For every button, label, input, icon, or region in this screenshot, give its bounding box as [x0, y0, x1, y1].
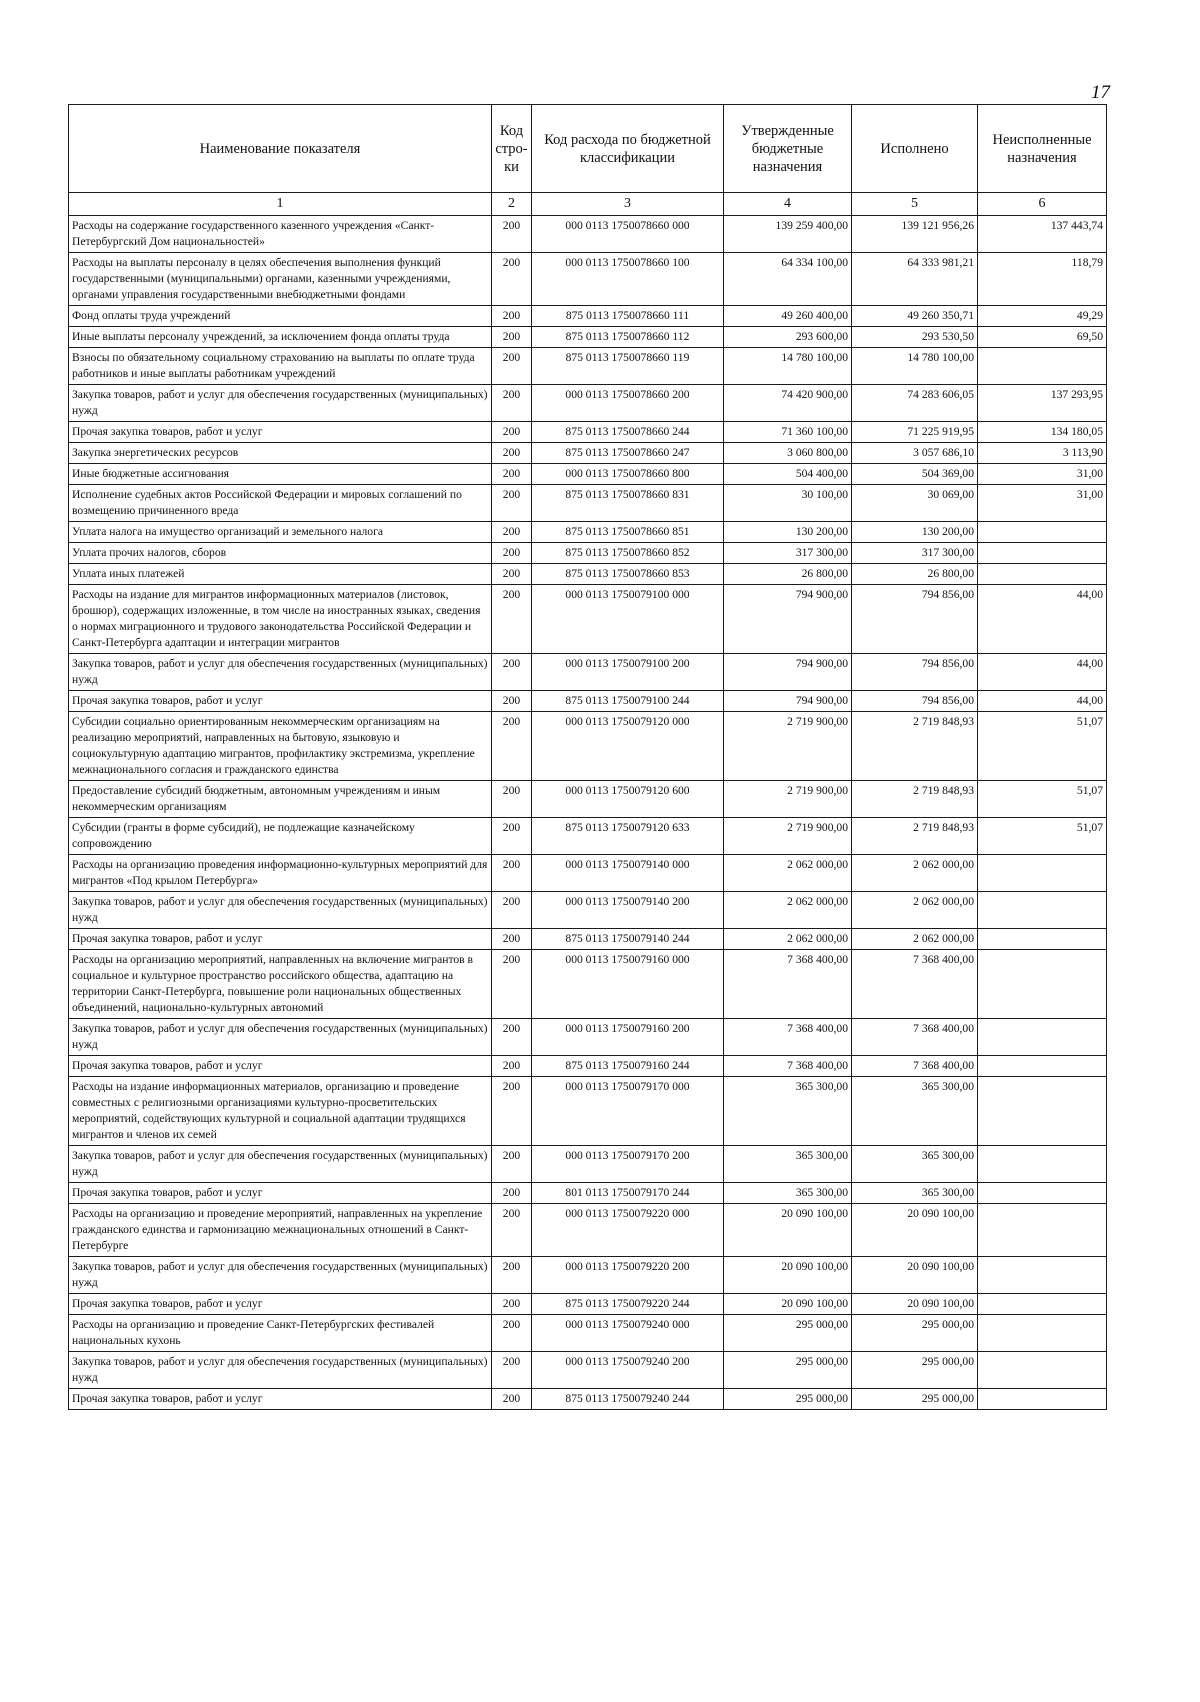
- table-row: [69, 385, 1107, 422]
- row-approved: 3 060 800,00: [724, 443, 852, 464]
- row-approved: 20 090 100,00: [724, 1294, 852, 1315]
- row-expense-code: 000 0113 1750079140 000: [532, 855, 724, 892]
- row-name: Фонд оплаты труда учреждений: [69, 306, 492, 327]
- column-numbers-row: [69, 193, 1107, 216]
- row-expense-code: 000 0113 1750078660 000: [532, 216, 724, 253]
- row-unexecuted: [978, 1183, 1107, 1204]
- row-executed: 794 856,00: [852, 654, 978, 691]
- row-approved: 20 090 100,00: [724, 1204, 852, 1257]
- row-line-code: 200: [492, 818, 532, 855]
- row-name: Прочая закупка товаров, работ и услуг: [69, 1183, 492, 1204]
- row-expense-code: 875 0113 1750078660 853: [532, 564, 724, 585]
- row-expense-code: 875 0113 1750079140 244: [532, 929, 724, 950]
- row-executed: 295 000,00: [852, 1352, 978, 1389]
- table-row: [69, 1352, 1107, 1389]
- row-line-code: 200: [492, 654, 532, 691]
- row-unexecuted: [978, 892, 1107, 929]
- row-name: Расходы на издание информационных материалов, организацию и проведение совместных с религиозными организациями культурно-просветительских мероприятий, содействующих культурной и социальной адаптации трудящихся мигрантов и членов их семей: [69, 1077, 492, 1146]
- row-line-code: 200: [492, 1389, 532, 1410]
- table-row: [69, 691, 1107, 712]
- row-unexecuted: [978, 1204, 1107, 1257]
- row-line-code: 200: [492, 1294, 532, 1315]
- row-expense-code: 875 0113 1750078660 831: [532, 485, 724, 522]
- row-name: Предоставление субсидий бюджетным, автономным учреждениям и иным некоммерческим организациям: [69, 781, 492, 818]
- table-row: [69, 443, 1107, 464]
- row-unexecuted: [978, 522, 1107, 543]
- row-executed: 130 200,00: [852, 522, 978, 543]
- table-row: [69, 855, 1107, 892]
- row-executed: 2 719 848,93: [852, 781, 978, 818]
- row-unexecuted: [978, 1352, 1107, 1389]
- table-row: [69, 1204, 1107, 1257]
- row-line-code: 200: [492, 443, 532, 464]
- row-approved: 7 368 400,00: [724, 950, 852, 1019]
- row-approved: 139 259 400,00: [724, 216, 852, 253]
- row-line-code: 200: [492, 327, 532, 348]
- row-approved: 317 300,00: [724, 543, 852, 564]
- row-executed: 2 062 000,00: [852, 929, 978, 950]
- row-line-code: 200: [492, 543, 532, 564]
- row-line-code: 200: [492, 1019, 532, 1056]
- row-expense-code: 000 0113 1750079220 200: [532, 1257, 724, 1294]
- row-approved: 49 260 400,00: [724, 306, 852, 327]
- table-row: [69, 781, 1107, 818]
- row-line-code: 200: [492, 464, 532, 485]
- row-name: Иные бюджетные ассигнования: [69, 464, 492, 485]
- row-unexecuted: 44,00: [978, 585, 1107, 654]
- row-executed: 3 057 686,10: [852, 443, 978, 464]
- row-executed: 2 719 848,93: [852, 712, 978, 781]
- table-row: [69, 950, 1107, 1019]
- row-unexecuted: [978, 1019, 1107, 1056]
- row-approved: 2 062 000,00: [724, 855, 852, 892]
- table-row: [69, 253, 1107, 306]
- row-executed: 365 300,00: [852, 1146, 978, 1183]
- row-unexecuted: 44,00: [978, 654, 1107, 691]
- row-executed: 74 283 606,05: [852, 385, 978, 422]
- table-row: [69, 1257, 1107, 1294]
- row-expense-code: 875 0113 1750079220 244: [532, 1294, 724, 1315]
- row-name: Взносы по обязательному социальному страхованию на выплаты по оплате труда работников и иные выплаты работникам учреждений: [69, 348, 492, 385]
- row-line-code: 200: [492, 691, 532, 712]
- row-approved: 7 368 400,00: [724, 1019, 852, 1056]
- row-unexecuted: [978, 348, 1107, 385]
- row-unexecuted: [978, 1077, 1107, 1146]
- row-executed: 30 069,00: [852, 485, 978, 522]
- row-name: Расходы на организацию и проведение Санкт-Петербургских фестивалей национальных кухонь: [69, 1315, 492, 1352]
- row-approved: 365 300,00: [724, 1183, 852, 1204]
- row-name: Расходы на организацию и проведение мероприятий, направленных на укрепление гражданского единства и гармонизацию межнациональных отношений в Санкт-Петербурге: [69, 1204, 492, 1257]
- row-expense-code: 875 0113 1750079120 633: [532, 818, 724, 855]
- row-executed: 365 300,00: [852, 1077, 978, 1146]
- table-row: [69, 892, 1107, 929]
- table-row: [69, 564, 1107, 585]
- row-name: Уплата налога на имущество организаций и земельного налога: [69, 522, 492, 543]
- row-executed: 317 300,00: [852, 543, 978, 564]
- column-number: 6: [978, 193, 1107, 216]
- row-name: Закупка товаров, работ и услуг для обеспечения государственных (муниципальных) нужд: [69, 654, 492, 691]
- row-expense-code: 875 0113 1750078660 851: [532, 522, 724, 543]
- table-header: [69, 105, 1107, 216]
- row-executed: 2 062 000,00: [852, 855, 978, 892]
- row-approved: 14 780 100,00: [724, 348, 852, 385]
- row-name: Уплата иных платежей: [69, 564, 492, 585]
- row-expense-code: 000 0113 1750079160 000: [532, 950, 724, 1019]
- table-row: [69, 1183, 1107, 1204]
- row-executed: 26 800,00: [852, 564, 978, 585]
- table-row: [69, 348, 1107, 385]
- row-executed: 7 368 400,00: [852, 950, 978, 1019]
- row-unexecuted: [978, 855, 1107, 892]
- row-unexecuted: 137 443,74: [978, 216, 1107, 253]
- header-approved: Утвержденные бюджетные назначения: [724, 105, 852, 193]
- row-expense-code: 875 0113 1750079160 244: [532, 1056, 724, 1077]
- table-row: [69, 1056, 1107, 1077]
- row-expense-code: 875 0113 1750078660 247: [532, 443, 724, 464]
- row-line-code: 200: [492, 1146, 532, 1183]
- row-executed: 20 090 100,00: [852, 1204, 978, 1257]
- row-executed: 794 856,00: [852, 585, 978, 654]
- row-executed: 295 000,00: [852, 1389, 978, 1410]
- row-expense-code: 000 0113 1750079220 000: [532, 1204, 724, 1257]
- table-body: [69, 216, 1107, 1410]
- row-approved: 130 200,00: [724, 522, 852, 543]
- row-line-code: 200: [492, 929, 532, 950]
- row-unexecuted: [978, 1146, 1107, 1183]
- row-name: Прочая закупка товаров, работ и услуг: [69, 1294, 492, 1315]
- row-unexecuted: 31,00: [978, 464, 1107, 485]
- row-line-code: 200: [492, 385, 532, 422]
- table-row: [69, 1077, 1107, 1146]
- row-approved: 71 360 100,00: [724, 422, 852, 443]
- column-number: 2: [492, 193, 532, 216]
- row-approved: 30 100,00: [724, 485, 852, 522]
- row-executed: 49 260 350,71: [852, 306, 978, 327]
- header-executed: Исполнено: [852, 105, 978, 193]
- row-unexecuted: 137 293,95: [978, 385, 1107, 422]
- row-expense-code: 801 0113 1750079170 244: [532, 1183, 724, 1204]
- row-approved: 7 368 400,00: [724, 1056, 852, 1077]
- row-name: Расходы на организацию мероприятий, направленных на включение мигрантов в социальное и культурное пространство российского общества, адаптацию на территории Санкт-Петербурга, повышение роли национальных общественных объединений, национально-культурных автономий: [69, 950, 492, 1019]
- row-line-code: 200: [492, 1204, 532, 1257]
- expenditure-table: [68, 104, 1107, 1410]
- row-unexecuted: [978, 1315, 1107, 1352]
- row-approved: 74 420 900,00: [724, 385, 852, 422]
- page-number: 17: [1091, 82, 1110, 103]
- row-unexecuted: [978, 1294, 1107, 1315]
- row-unexecuted: 51,07: [978, 712, 1107, 781]
- column-number: 3: [532, 193, 724, 216]
- row-executed: 14 780 100,00: [852, 348, 978, 385]
- row-approved: 794 900,00: [724, 654, 852, 691]
- row-name: Иные выплаты персоналу учреждений, за исключением фонда оплаты труда: [69, 327, 492, 348]
- table-row: [69, 654, 1107, 691]
- row-line-code: 200: [492, 306, 532, 327]
- row-name: Расходы на организацию проведения информационно-культурных мероприятий для мигрантов «Под крылом Петербурга»: [69, 855, 492, 892]
- table-row: [69, 712, 1107, 781]
- row-line-code: 200: [492, 855, 532, 892]
- row-name: Закупка товаров, работ и услуг для обеспечения государственных (муниципальных) нужд: [69, 1257, 492, 1294]
- row-name: Расходы на издание для мигрантов информационных материалов (листовок, брошюр), содержащих изложенные, в том числе на иностранных языках, сведения о нормах миграционного и трудового законодательства Российской Федерации и Санкт-Петербурга адаптации и интеграции мигрантов: [69, 585, 492, 654]
- row-expense-code: 875 0113 1750078660 119: [532, 348, 724, 385]
- row-line-code: 200: [492, 216, 532, 253]
- row-line-code: 200: [492, 1257, 532, 1294]
- row-name: Закупка товаров, работ и услуг для обеспечения государственных (муниципальных) нужд: [69, 892, 492, 929]
- row-name: Прочая закупка товаров, работ и услуг: [69, 422, 492, 443]
- row-name: Расходы на выплаты персоналу в целях обеспечения выполнения функций государственными (муниципальными) органами, казенными учреждениями, органами управления государственными внебюджетными фондами: [69, 253, 492, 306]
- row-line-code: 200: [492, 485, 532, 522]
- row-name: Прочая закупка товаров, работ и услуг: [69, 929, 492, 950]
- row-expense-code: 000 0113 1750079100 000: [532, 585, 724, 654]
- header-line-code: Код стро-ки: [492, 105, 532, 193]
- row-approved: 64 334 100,00: [724, 253, 852, 306]
- table-row: [69, 216, 1107, 253]
- row-line-code: 200: [492, 564, 532, 585]
- column-number: 1: [69, 193, 492, 216]
- row-executed: 794 856,00: [852, 691, 978, 712]
- row-executed: 20 090 100,00: [852, 1294, 978, 1315]
- row-executed: 2 062 000,00: [852, 892, 978, 929]
- row-unexecuted: 134 180,05: [978, 422, 1107, 443]
- row-expense-code: 000 0113 1750079240 200: [532, 1352, 724, 1389]
- row-approved: 2 719 900,00: [724, 712, 852, 781]
- row-approved: 26 800,00: [724, 564, 852, 585]
- row-unexecuted: 44,00: [978, 691, 1107, 712]
- column-number: 5: [852, 193, 978, 216]
- row-name: Прочая закупка товаров, работ и услуг: [69, 1389, 492, 1410]
- row-approved: 295 000,00: [724, 1315, 852, 1352]
- header-unexecuted: Неисполненные назначения: [978, 105, 1107, 193]
- table-row: [69, 929, 1107, 950]
- row-line-code: 200: [492, 585, 532, 654]
- row-approved: 295 000,00: [724, 1352, 852, 1389]
- row-line-code: 200: [492, 892, 532, 929]
- row-expense-code: 000 0113 1750079240 000: [532, 1315, 724, 1352]
- column-number: 4: [724, 193, 852, 216]
- row-executed: 365 300,00: [852, 1183, 978, 1204]
- row-expense-code: 875 0113 1750079240 244: [532, 1389, 724, 1410]
- row-approved: 794 900,00: [724, 585, 852, 654]
- row-line-code: 200: [492, 1352, 532, 1389]
- row-expense-code: 875 0113 1750078660 244: [532, 422, 724, 443]
- table-row: [69, 1315, 1107, 1352]
- row-executed: 295 000,00: [852, 1315, 978, 1352]
- row-expense-code: 000 0113 1750079160 200: [532, 1019, 724, 1056]
- table-row: [69, 1019, 1107, 1056]
- row-name: Прочая закупка товаров, работ и услуг: [69, 691, 492, 712]
- row-approved: 365 300,00: [724, 1077, 852, 1146]
- row-line-code: 200: [492, 950, 532, 1019]
- row-approved: 20 090 100,00: [724, 1257, 852, 1294]
- row-expense-code: 000 0113 1750078660 800: [532, 464, 724, 485]
- row-expense-code: 000 0113 1750079120 000: [532, 712, 724, 781]
- table-row: [69, 327, 1107, 348]
- row-expense-code: 000 0113 1750079100 200: [532, 654, 724, 691]
- row-unexecuted: [978, 929, 1107, 950]
- row-name: Субсидии (гранты в форме субсидий), не подлежащие казначейскому сопровождению: [69, 818, 492, 855]
- row-unexecuted: 31,00: [978, 485, 1107, 522]
- row-executed: 71 225 919,95: [852, 422, 978, 443]
- row-line-code: 200: [492, 781, 532, 818]
- row-executed: 7 368 400,00: [852, 1056, 978, 1077]
- header-name: Наименование показателя: [69, 105, 492, 193]
- row-line-code: 200: [492, 348, 532, 385]
- row-expense-code: 875 0113 1750079100 244: [532, 691, 724, 712]
- row-executed: 139 121 956,26: [852, 216, 978, 253]
- row-name: Закупка товаров, работ и услуг для обеспечения государственных (муниципальных) нужд: [69, 385, 492, 422]
- row-line-code: 200: [492, 712, 532, 781]
- row-executed: 64 333 981,21: [852, 253, 978, 306]
- table-row: [69, 306, 1107, 327]
- row-approved: 295 000,00: [724, 1389, 852, 1410]
- table-row: [69, 1146, 1107, 1183]
- row-expense-code: 875 0113 1750078660 852: [532, 543, 724, 564]
- row-name: Закупка товаров, работ и услуг для обеспечения государственных (муниципальных) нужд: [69, 1352, 492, 1389]
- row-name: Закупка товаров, работ и услуг для обеспечения государственных (муниципальных) нужд: [69, 1146, 492, 1183]
- row-expense-code: 875 0113 1750078660 112: [532, 327, 724, 348]
- row-expense-code: 875 0113 1750078660 111: [532, 306, 724, 327]
- row-approved: 2 062 000,00: [724, 929, 852, 950]
- row-unexecuted: [978, 1056, 1107, 1077]
- row-line-code: 200: [492, 522, 532, 543]
- row-name: Субсидии социально ориентированным некоммерческим организациям на реализацию мероприятий, направленных на бытовую, языковую и социокультурную адаптацию мигрантов, профилактику экстремизма, укрепление межнационального согласия и гражданского единства: [69, 712, 492, 781]
- table-row: [69, 485, 1107, 522]
- table-row: [69, 422, 1107, 443]
- row-line-code: 200: [492, 253, 532, 306]
- row-unexecuted: [978, 1257, 1107, 1294]
- row-executed: 504 369,00: [852, 464, 978, 485]
- table-row: [69, 543, 1107, 564]
- row-executed: 20 090 100,00: [852, 1257, 978, 1294]
- row-unexecuted: 3 113,90: [978, 443, 1107, 464]
- row-approved: 293 600,00: [724, 327, 852, 348]
- row-line-code: 200: [492, 1315, 532, 1352]
- table-row: [69, 522, 1107, 543]
- row-expense-code: 000 0113 1750078660 200: [532, 385, 724, 422]
- row-approved: 365 300,00: [724, 1146, 852, 1183]
- row-expense-code: 000 0113 1750078660 100: [532, 253, 724, 306]
- row-line-code: 200: [492, 1077, 532, 1146]
- row-name: Закупка энергетических ресурсов: [69, 443, 492, 464]
- row-name: Уплата прочих налогов, сборов: [69, 543, 492, 564]
- row-name: Расходы на содержание государственного казенного учреждения «Санкт-Петербургский Дом национальностей»: [69, 216, 492, 253]
- row-unexecuted: 118,79: [978, 253, 1107, 306]
- row-approved: 794 900,00: [724, 691, 852, 712]
- row-line-code: 200: [492, 1056, 532, 1077]
- header-expense-code: Код расхода по бюджетной классификации: [532, 105, 724, 193]
- row-unexecuted: 51,07: [978, 781, 1107, 818]
- table-row: [69, 585, 1107, 654]
- row-name: Исполнение судебных актов Российской Федерации и мировых соглашений по возмещению причиненного вреда: [69, 485, 492, 522]
- row-unexecuted: [978, 1389, 1107, 1410]
- row-name: Закупка товаров, работ и услуг для обеспечения государственных (муниципальных) нужд: [69, 1019, 492, 1056]
- row-executed: 293 530,50: [852, 327, 978, 348]
- row-approved: 2 062 000,00: [724, 892, 852, 929]
- row-unexecuted: [978, 950, 1107, 1019]
- row-unexecuted: 69,50: [978, 327, 1107, 348]
- row-expense-code: 000 0113 1750079170 200: [532, 1146, 724, 1183]
- row-approved: 2 719 900,00: [724, 818, 852, 855]
- row-approved: 2 719 900,00: [724, 781, 852, 818]
- row-unexecuted: 51,07: [978, 818, 1107, 855]
- row-expense-code: 000 0113 1750079170 000: [532, 1077, 724, 1146]
- row-line-code: 200: [492, 422, 532, 443]
- row-expense-code: 000 0113 1750079120 600: [532, 781, 724, 818]
- table-row: [69, 464, 1107, 485]
- row-executed: 2 719 848,93: [852, 818, 978, 855]
- row-unexecuted: [978, 543, 1107, 564]
- row-unexecuted: 49,29: [978, 306, 1107, 327]
- table-row: [69, 1389, 1107, 1410]
- row-expense-code: 000 0113 1750079140 200: [532, 892, 724, 929]
- table-row: [69, 1294, 1107, 1315]
- row-unexecuted: [978, 564, 1107, 585]
- row-approved: 504 400,00: [724, 464, 852, 485]
- row-name: Прочая закупка товаров, работ и услуг: [69, 1056, 492, 1077]
- row-executed: 7 368 400,00: [852, 1019, 978, 1056]
- table-row: [69, 818, 1107, 855]
- row-line-code: 200: [492, 1183, 532, 1204]
